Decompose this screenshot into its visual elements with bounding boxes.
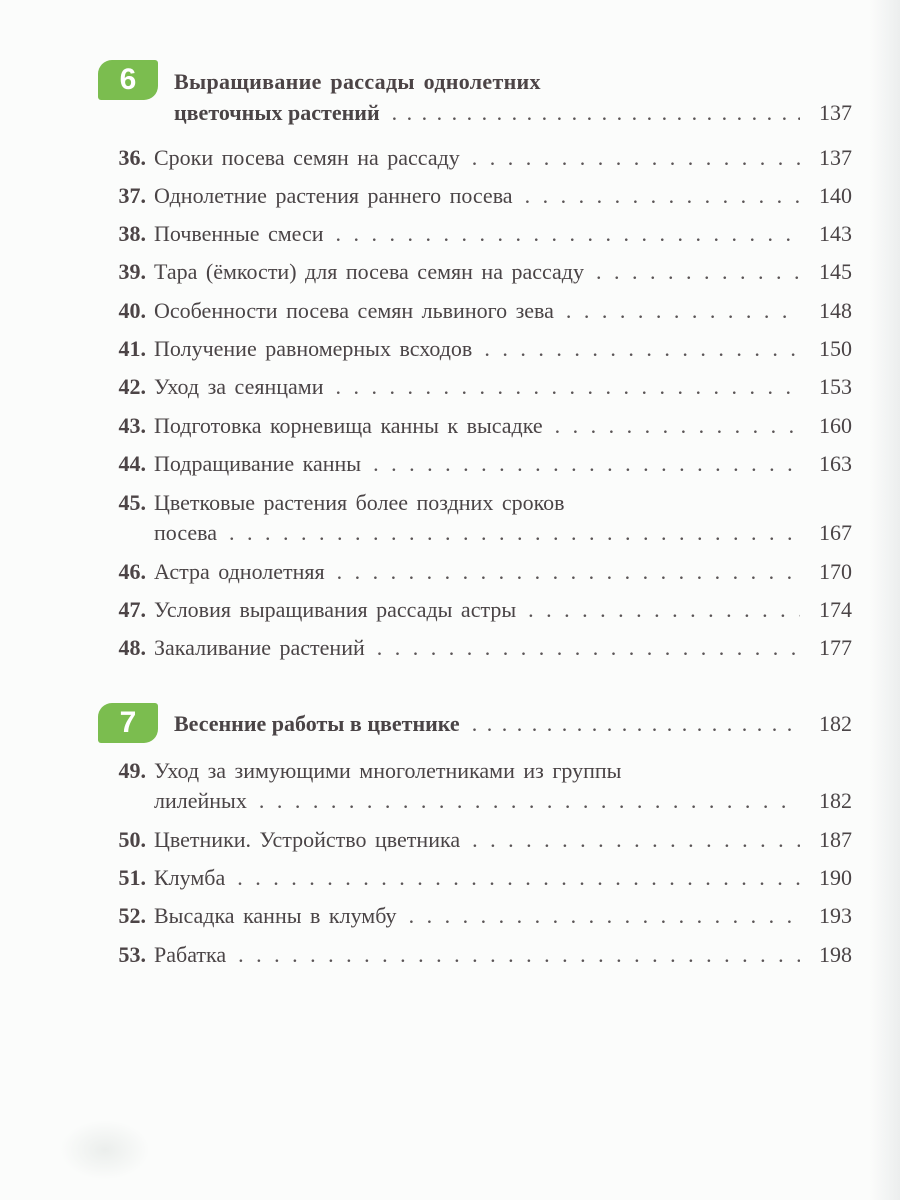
leader-dots (566, 298, 800, 324)
leader-dots (525, 183, 800, 209)
entry-title: Цветники. Устройство цветника (154, 827, 461, 852)
toc-entry[interactable] (98, 903, 852, 929)
entry-title-line1: Уход за зимующими многолетниками из группы (154, 758, 622, 783)
entry-number: 51. (118, 865, 146, 890)
leader-dots (392, 100, 800, 126)
leader-dots (472, 827, 800, 853)
toc-entry[interactable] (98, 559, 852, 585)
leader-dots (237, 865, 800, 891)
entry-title-line2: лилейных (154, 788, 247, 813)
page-number: 190 (819, 865, 852, 890)
toc-entry[interactable] (98, 865, 852, 891)
entry-title-line1: Цветковые растения более поздних сроков (154, 490, 565, 515)
entry-number: 48. (118, 635, 146, 660)
entry-title: Высадка канны в клумбу (154, 903, 397, 928)
toc-entry[interactable] (98, 827, 852, 853)
entry-number: 44. (118, 451, 146, 476)
leader-dots (528, 597, 800, 623)
entry-number: 50. (118, 827, 146, 852)
page-number: 137 (819, 145, 852, 170)
bleed-through-smudge (60, 1120, 150, 1180)
leader-dots (555, 413, 800, 439)
entry-title: Однолетние растения раннего посева (154, 183, 513, 208)
page-number: 153 (819, 374, 852, 399)
page-number: 137 (819, 100, 852, 125)
leader-dots (229, 520, 800, 546)
leader-dots (484, 336, 800, 362)
page-number: 187 (819, 827, 852, 852)
entry-number: 39. (118, 259, 146, 284)
leader-dots (472, 145, 800, 171)
chapter-number-badge: 7 (98, 703, 158, 743)
chapter-7-header (98, 703, 852, 743)
toc-entry[interactable] (98, 336, 852, 362)
chapter-title-line2-row (174, 100, 852, 128)
entry-number: 37. (118, 183, 146, 208)
toc-entry[interactable] (98, 298, 852, 324)
chapter-6-header (98, 60, 852, 130)
toc-entry[interactable] (98, 183, 852, 209)
entry-number: 52. (118, 903, 146, 928)
page-number: 140 (819, 183, 852, 208)
chapter-title-row (174, 711, 852, 739)
entry-title: Подращивание канны (154, 451, 362, 476)
leader-dots (409, 903, 800, 929)
leader-dots (373, 451, 800, 477)
entry-title: Почвенные смеси (154, 221, 324, 246)
page-number: 198 (819, 942, 852, 967)
page-number: 167 (819, 520, 852, 545)
toc-entry-line1[interactable] (98, 490, 852, 516)
toc-entry[interactable] (98, 374, 852, 400)
toc-entry[interactable] (98, 635, 852, 661)
leader-dots (336, 221, 800, 247)
page-number: 150 (819, 336, 852, 361)
entry-number: 38. (118, 221, 146, 246)
entry-title-line2: посева (154, 520, 217, 545)
entry-number: 46. (118, 559, 146, 584)
toc-entry-line2[interactable] (98, 788, 852, 814)
toc-entry[interactable] (98, 221, 852, 247)
entry-title: Условия выращивания рассады астры (154, 597, 517, 622)
page-number: 177 (819, 635, 852, 660)
toc-entry[interactable] (98, 597, 852, 623)
leader-dots (596, 259, 800, 285)
entry-title: Закаливание растений (154, 635, 365, 660)
leader-dots (472, 711, 800, 737)
entry-number: 36. (118, 145, 146, 170)
toc-entry[interactable] (98, 413, 852, 439)
leader-dots (337, 559, 800, 585)
entry-number: 49. (118, 758, 146, 783)
toc-entry[interactable] (98, 145, 852, 171)
chapter-number-badge: 6 (98, 60, 158, 100)
page-number: 148 (819, 298, 852, 323)
page-number: 182 (819, 711, 852, 736)
leader-dots (259, 788, 800, 814)
leader-dots (335, 374, 800, 400)
entry-title: Рабатка (154, 942, 227, 967)
chapter-title-line2: цветочных растений (174, 100, 380, 125)
entry-title: Сроки посева семян на рассаду (154, 145, 460, 170)
page-number: 143 (819, 221, 852, 246)
page-number: 174 (819, 597, 852, 622)
page-number: 170 (819, 559, 852, 584)
entry-number: 45. (118, 490, 146, 515)
entry-title: Уход за сеянцами (154, 374, 324, 399)
toc-entry-line2[interactable] (98, 520, 852, 546)
chapter-title: Весенние работы в цветнике (174, 711, 460, 736)
entry-number: 41. (118, 336, 146, 361)
entry-number: 43. (118, 413, 146, 438)
page-number: 145 (819, 259, 852, 284)
entry-number: 40. (118, 298, 146, 323)
page-edge-shadow (870, 0, 900, 1200)
entry-title: Астра однолетняя (154, 559, 325, 584)
entry-title: Особенности посева семян львиного зева (154, 298, 554, 323)
entry-number: 42. (118, 374, 146, 399)
entry-title: Получение равномерных всходов (154, 336, 473, 361)
page-number: 193 (819, 903, 852, 928)
page-number: 182 (819, 788, 852, 813)
toc-entry-line1[interactable] (98, 758, 852, 784)
toc-entry[interactable] (98, 942, 852, 968)
entry-number: 53. (118, 942, 146, 967)
chapter-title-line1: Выращивание рассады однолетних (174, 69, 541, 94)
page-number: 163 (819, 451, 852, 476)
toc-entry[interactable] (98, 451, 852, 477)
entry-number: 47. (118, 597, 146, 622)
leader-dots (377, 635, 800, 661)
leader-dots (238, 942, 800, 968)
entry-title: Клумба (154, 865, 226, 890)
entry-title: Подготовка корневища канны к высадке (154, 413, 543, 438)
entry-title: Тара (ёмкости) для посева семян на рассаду (154, 259, 584, 284)
toc-entry[interactable] (98, 259, 852, 285)
page-number: 160 (819, 413, 852, 438)
